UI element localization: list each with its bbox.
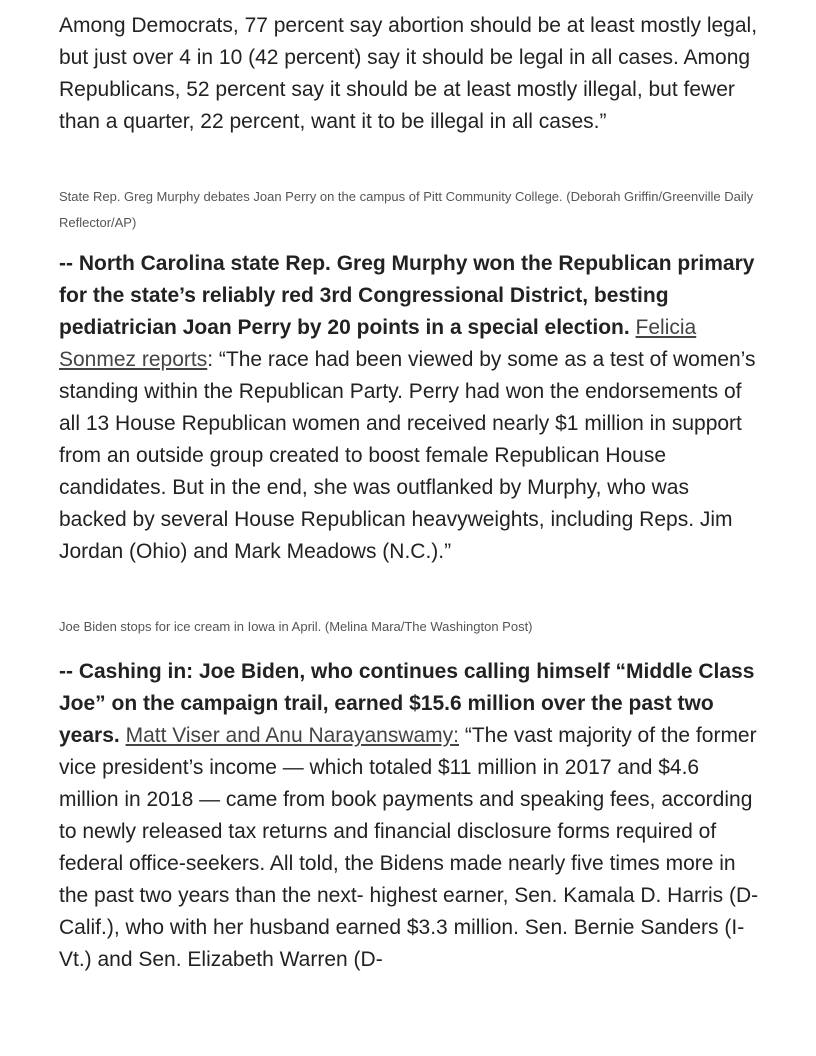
caption-text: Joe Biden stops for ice cream in Iowa in April. (Melina Mara/The Washington Post) — [59, 619, 533, 634]
story-murphy — [59, 248, 759, 568]
story-headline: -- North Carolina state Rep. Greg Murphy won the Republican primary for the state’s reliably red 3rd Congressional District, besting pediatrician Joan Perry by 20 points in a special election. — [59, 252, 755, 339]
paragraph-text: Among Democrats, 77 percent say abortion should be at least mostly legal, but just over 4 in 10 (42 percent) say it should be legal in all cases. Among Republicans, 52 percent say it should be at least mostly illegal, but fewer than a quarter, 22 percent, want it to be illegal in all cases.” — [59, 14, 758, 133]
paragraph-abortion-poll — [59, 10, 759, 138]
felicia-sonmez-link[interactable]: Felicia Sonmez reports — [59, 316, 697, 371]
article-page — [59, 10, 759, 976]
story-biden — [59, 656, 759, 976]
caption-text: State Rep. Greg Murphy debates Joan Perry on the campus of Pitt Community College. (Deborah Griffin/Greenville Daily Reflector/AP) — [59, 189, 754, 230]
viser-narayanswamy-link[interactable]: Matt Viser and Anu Narayanswamy: — [125, 724, 460, 747]
photo-caption-biden — [59, 614, 759, 640]
story-body: “The vast majority of the former vice president’s income — which totaled $11 million in 2017 and $4.6 million in 2018 — came from book payments and speaking fees, according to newly released tax returns and financial disclosure forms required of federal office-seekers. All told, the Bidens made nearly five times more in the past two years than the next- highest earner, Sen. Kamala D. Harris (D-Calif.), who with her husband earned $3.3 million. Sen. Bernie Sanders (I-Vt.) and Sen. Elizabeth Warren (D- — [59, 724, 759, 971]
story-headline: -- Cashing in: Joe Biden, who continues calling himself “Middle Class Joe” on the campaign trail, earned $15.6 million over the past two years. — [59, 660, 755, 747]
story-body: : “The race had been viewed by some as a test of women’s standing within the Republican Party. Perry had won the endorsements of all 13 House Republican women and received nearly $1 million in support from an outside group created to boost female Republican House candidates. But in the end, she was outflanked by Murphy, who was backed by several House Republican heavyweights, including Reps. Jim Jordan (Ohio) and Mark Meadows (N.C.).” — [59, 348, 756, 563]
photo-caption-murphy — [59, 184, 759, 236]
